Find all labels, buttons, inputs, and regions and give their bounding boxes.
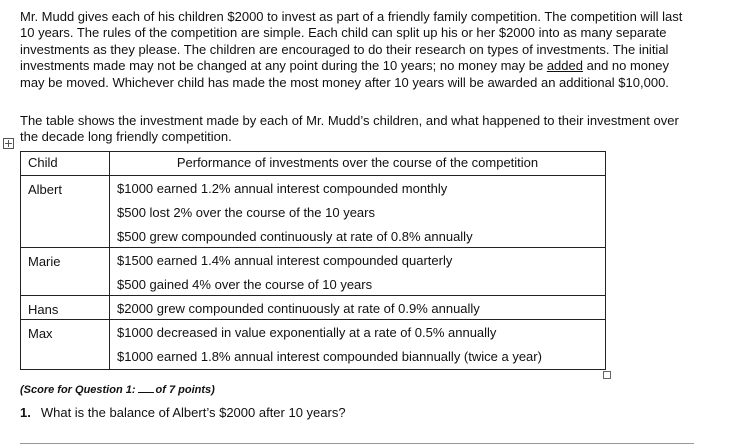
score-suffix: of 7 points)	[155, 384, 215, 396]
child-name-marie: Marie	[21, 248, 110, 296]
answer-divider	[20, 443, 694, 444]
child-name-hans: Hans	[21, 296, 110, 320]
child-name-max: Max	[21, 320, 110, 370]
investment-cell: $1000 decreased in value exponentially at a rate of 0.5% annually	[110, 320, 606, 344]
table-row	[21, 320, 606, 344]
intro-text-tail: and no money may be moved. Whichever child has made the most money after 10 years will be awarded an additional $10,000.	[20, 58, 670, 90]
table-resize-handle-icon[interactable]	[603, 371, 611, 379]
investment-cell: $500 grew compounded continuously at rate of 0.8% annually	[110, 224, 606, 248]
investment-cell: $500 gained 4% over the course of 10 years	[110, 272, 606, 296]
question-1	[20, 405, 346, 420]
investment-cell: $2000 grew compounded continuously at rate of 0.9% annually	[110, 296, 606, 320]
table-move-handle-icon[interactable]	[3, 138, 14, 149]
underlined-word: added	[546, 58, 583, 74]
table-header-row	[21, 152, 606, 176]
table-row	[21, 296, 606, 320]
investment-cell: $500 lost 2% over the course of the 10 years	[110, 200, 606, 224]
investment-cell: $1000 earned 1.8% annual interest compounded biannually (twice a year)	[110, 344, 606, 370]
question-number: 1.	[20, 405, 31, 420]
table-row	[21, 176, 606, 200]
child-name-albert: Albert	[21, 176, 110, 248]
intro-paragraph-table-desc: The table shows the investment made by each of Mr. Mudd’s children, and what happened to their investment over the decade long friendly competition.	[20, 113, 679, 145]
score-prefix: (Score for Question 1:	[20, 384, 136, 396]
investment-cell: $1500 earned 1.4% annual interest compounded quarterly	[110, 248, 606, 272]
intro-paragraph-rules	[20, 9, 690, 91]
header-performance: Performance of investments over the course of the competition	[110, 152, 606, 176]
table-row	[21, 248, 606, 272]
score-blank[interactable]	[138, 383, 154, 393]
investment-cell: $1000 earned 1.2% annual interest compounded monthly	[110, 176, 606, 200]
question-text: What is the balance of Albert’s $2000 after 10 years?	[40, 405, 346, 420]
header-child: Child	[21, 152, 110, 176]
score-line	[20, 383, 215, 396]
intro-text: Mr. Mudd gives each of his children $2000 to invest as part of a friendly family competition. The competition will last 10 years. The rules of the competition are simple. Each child can split up his or her $2000 into as many separate investments as they please. The children are encouraged to do their research on types of investments. The initial investments made may not be changed at any point during the 10 years; no money may be	[20, 9, 683, 74]
investments-table	[20, 151, 606, 370]
